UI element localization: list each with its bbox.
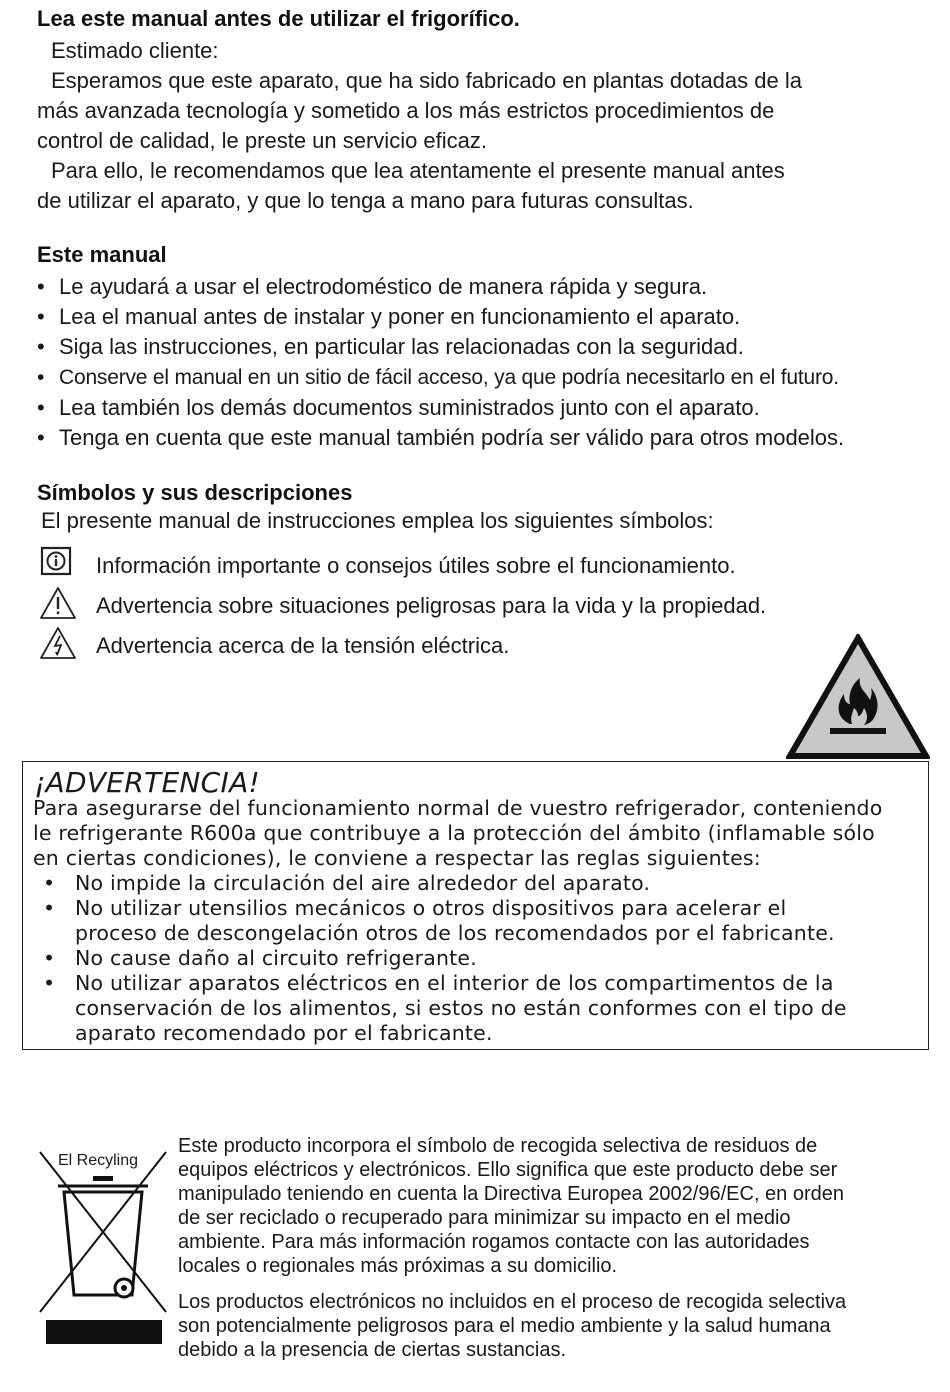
list-item: • No cause daño al circuito refrigerante. (43, 946, 477, 970)
crossed-bin-icon (38, 1150, 168, 1350)
symbol-row-warning (40, 586, 920, 626)
list-item: • Conserve el manual en un sitio de fácil acceso, ya que podría necesitarlo en el futuro. (37, 365, 839, 389)
recycling-icon-label: El Recyling (58, 1152, 139, 1169)
manual-bullet-list (37, 272, 937, 453)
list-item: • Lea el manual antes de instalar y poner en funcionamiento el aparato. (37, 304, 741, 330)
list-item: • No utilizar utensilios mecánicos o otros dispositivos para acelerar el proceso de descongelación otros de los recomendados por el fabricante. (43, 896, 835, 945)
intro-line: Para ello, le recomendamos que lea atentamente el presente manual antes (51, 158, 785, 183)
warning-title: ¡ADVERTENCIA! (34, 766, 261, 799)
info-icon (40, 546, 76, 580)
list-item: • No impide la circulación del aire alrededor del aparato. (43, 871, 651, 895)
warning-box (22, 761, 929, 1050)
symbol-description: Información importante o consejos útiles sobre el funcionamiento. (96, 553, 736, 578)
intro-block (37, 36, 927, 216)
electric-warning-icon (40, 626, 76, 660)
recycling-paragraph-2: Los productos electrónicos no incluidos en el proceso de recogida selectiva son potencialmente peligrosos para el medio ambiente y la salud humana debido a la presencia de ciertas sustancias. (178, 1291, 847, 1361)
symbol-row-info (40, 546, 920, 586)
flammable-warning-icon (786, 634, 930, 760)
warning-icon (40, 586, 76, 620)
list-item: • Siga las instrucciones, en particular las relacionadas con la seguridad. (37, 334, 744, 360)
symbol-description: Advertencia sobre situaciones peligrosas para la vida y la propiedad. (96, 593, 767, 618)
list-item: • No utilizar aparatos eléctricos en el interior de los compartimentos de la conservación de los alimentos, si estos no están conformes con el tipo de aparato recomendado por el fabricante. (43, 971, 847, 1045)
intro-line: control de calidad, le preste un servicio eficaz. (37, 128, 488, 153)
symbols-intro: El presente manual de instrucciones emplea los siguientes símbolos: (41, 508, 714, 533)
recycling-paragraph-1: Este producto incorpora el símbolo de recogida selectiva de residuos de equipos eléctricos y electrónicos. Ello significa que este producto debe ser manipulado teniendo en cuenta la Directiva Europea 2002/96/EC, en orden de ser reciclado o recuperado para minimizar su impacto en el medio ambiente. Para más información rogamos contacte con las autoridades locales o regionales más próximas a su domicilio. (178, 1135, 845, 1277)
greeting: Estimado cliente: (51, 38, 219, 63)
intro-line: más avanzada tecnología y sometido a los más estrictos procedimientos de (37, 98, 775, 123)
intro-line: Esperamos que este aparato, que ha sido fabricado en plantas dotadas de la (51, 68, 802, 93)
list-item: • Lea también los demás documentos suministrados junto con el aparato. (37, 394, 760, 420)
page-heading: Lea este manual antes de utilizar el frigorífico. (37, 6, 520, 31)
symbol-description: Advertencia acerca de la tensión eléctrica. (96, 633, 510, 658)
manual-section-title: Este manual (37, 242, 167, 267)
warning-intro: Para asegurarse del funcionamiento normal de vuestro refrigerador, conteniendo le refrigerante R600a que contribuye a la protección del ámbito (inflamable sólo en ciertas condiciones), le conviene a respectar las reglas siguientes: (33, 796, 883, 870)
warning-rules-list (33, 871, 923, 1046)
list-item: • Tenga en cuenta que este manual también podría ser válido para otros modelos. (37, 425, 845, 451)
symbols-section-title: Símbolos y sus descripciones (37, 480, 353, 505)
list-item: • Le ayudará a usar el electrodoméstico de manera rápida y segura. (37, 274, 708, 299)
intro-line: de utilizar el aparato, y que lo tenga a mano para futuras consultas. (37, 188, 694, 213)
